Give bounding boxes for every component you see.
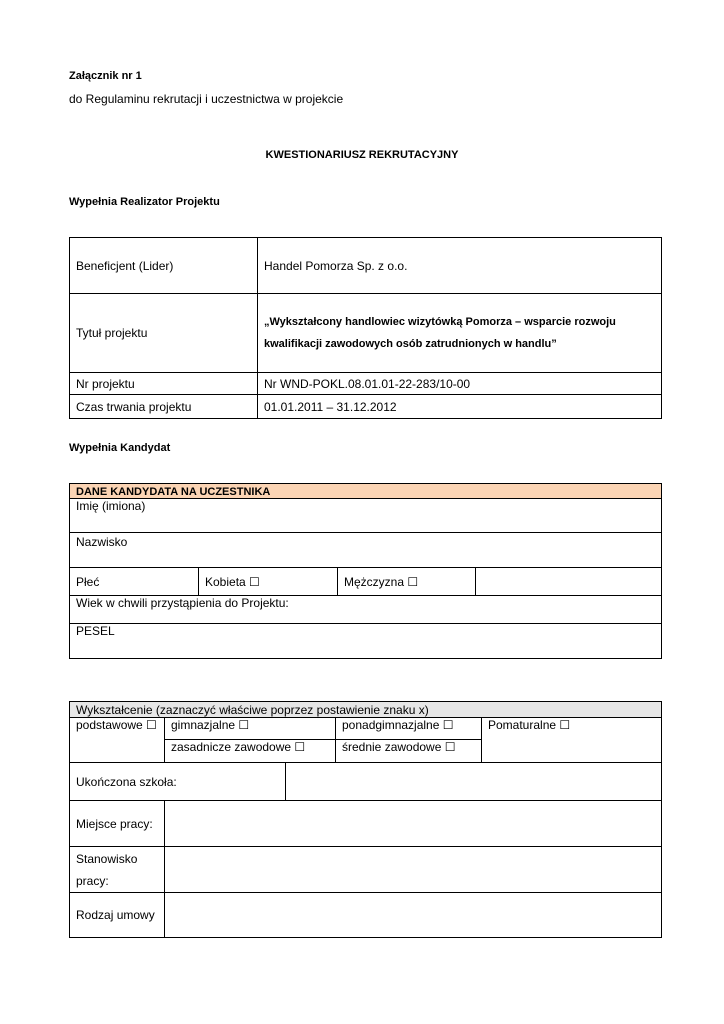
annex-title: Załącznik nr 1 [69, 70, 142, 82]
first-name-field[interactable]: Imię (imiona) [70, 499, 662, 533]
position-label-line2: pracy: [76, 873, 109, 888]
project-duration-label: Czas trwania projektu [70, 395, 258, 419]
pesel-field[interactable]: PESEL [70, 624, 662, 659]
sex-empty-cell [476, 568, 662, 596]
project-number-label: Nr projektu [70, 373, 258, 395]
last-name-field[interactable]: Nazwisko [70, 533, 662, 568]
section-candidate: Wypełnia Kandydat [69, 442, 171, 454]
education-header: Wykształcenie (zaznaczyć właściwe poprzez postawienie znaku x) [70, 702, 662, 718]
school-label: Ukończona szkoła: [70, 763, 286, 801]
project-title-label: Tytuł projektu [70, 294, 258, 373]
age-field[interactable]: Wiek w chwili przystąpienia do Projektu: [70, 596, 662, 624]
candidate-table [69, 483, 662, 659]
project-title-line1: „Wykształcony handlowiec wizytówką Pomorza – wsparcie rozwoju [264, 316, 616, 328]
primary-checkbox[interactable]: podstawowe ☐ [70, 718, 165, 763]
section-realizator: Wypełnia Realizator Projektu [69, 196, 220, 208]
post-secondary-checkbox[interactable]: Pomaturalne ☐ [482, 718, 662, 763]
project-title-value [258, 294, 662, 373]
page-title: KWESTIONARIUSZ REKRUTACYJNY [265, 149, 459, 161]
position-input[interactable] [165, 847, 662, 893]
post-gymnasium-checkbox[interactable]: ponadgimnazjalne ☐ [336, 718, 482, 740]
workplace-input[interactable] [165, 801, 662, 847]
contract-label: Rodzaj umowy [70, 893, 165, 938]
position-label [70, 847, 165, 893]
beneficiary-label: Beneficjent (Lider) [70, 238, 258, 294]
gymnasium-checkbox[interactable]: gimnazjalne ☐ [165, 718, 336, 740]
sex-label: Płeć [70, 568, 199, 596]
annex-subtitle: do Regulaminu rekrutacji i uczestnictwa w projekcie [69, 92, 344, 106]
male-checkbox[interactable]: Mężczyzna ☐ [338, 568, 476, 596]
candidate-header: DANE KANDYDATA NA UCZESTNIKA [70, 484, 662, 499]
contract-input[interactable] [165, 893, 662, 938]
workplace-label: Miejsce pracy: [70, 801, 165, 847]
project-table [69, 237, 662, 419]
secondary-vocational-checkbox[interactable]: średnie zawodowe ☐ [336, 740, 482, 763]
education-table [69, 701, 662, 938]
position-label-line1: Stanowisko [76, 851, 138, 866]
beneficiary-value: Handel Pomorza Sp. z o.o. [258, 238, 662, 294]
project-number-value: Nr WND-POKL.08.01.01-22-283/10-00 [258, 373, 662, 395]
project-duration-value: 01.01.2011 – 31.12.2012 [258, 395, 662, 419]
vocational-checkbox[interactable]: zasadnicze zawodowe ☐ [165, 740, 336, 763]
female-checkbox[interactable]: Kobieta ☐ [199, 568, 338, 596]
school-input[interactable] [286, 763, 662, 801]
project-title-line2: kwalifikacji zawodowych osób zatrudnionych w handlu” [264, 338, 557, 350]
